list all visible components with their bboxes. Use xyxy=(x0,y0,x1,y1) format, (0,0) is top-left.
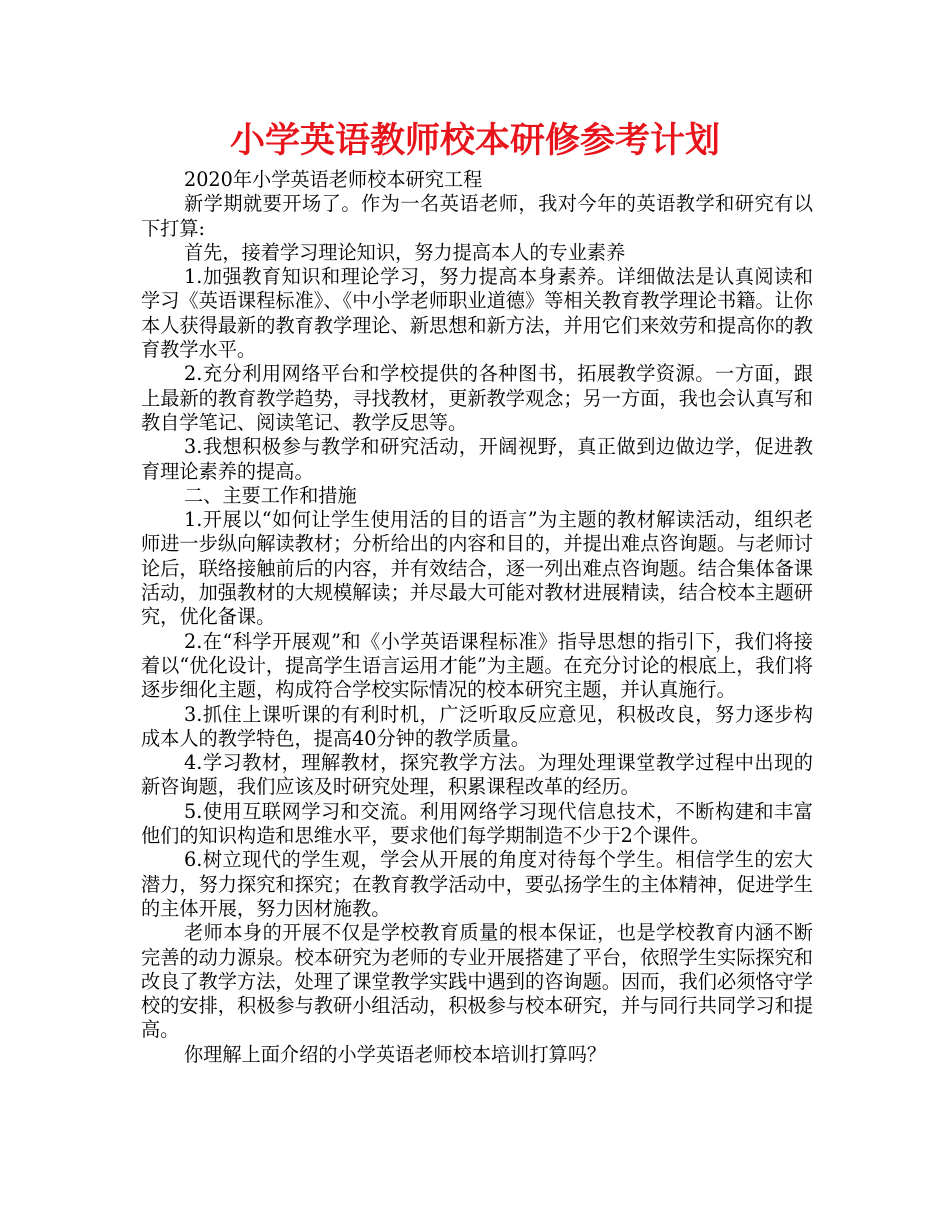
section-heading-measures: 二、主要工作和措施 xyxy=(184,483,357,507)
paragraph-measure-2: 2.在“科学开展观”和《小学英语课程标准》指导思想的指引下，我们将接着以“优化设计，提高学生语言运用才能”为主题。在充分讨论的根底上，我们将逐步细化主题，构成符合学校实际情况的校本研究主题，并认真施行。 xyxy=(141,629,813,702)
document-body xyxy=(141,168,813,1067)
paragraph-measure-3: 3.抓住上课听课的有利时机，广泛听取反应意见，积极改良，努力逐步构成本人的教学特色，提高40分钟的教学质量。 xyxy=(141,702,813,750)
paragraph-intro: 新学期就要开场了。作为一名英语老师，我对今年的英语教学和研究有以下打算: xyxy=(141,192,813,240)
paragraph-subtitle: 2020年小学英语老师校本研究工程 xyxy=(184,168,483,191)
document-title: 小学英语教师校本研修参考计划 xyxy=(229,121,720,161)
paragraph-measure-6: 6.树立现代的学生观，学会从开展的角度对待每个学生。相信学生的宏大潜力，努力探究和探究；在教育教学活动中，要弘扬学生的主体精神，促进学生的主体开展，努力因材施教。 xyxy=(141,848,813,920)
paragraph-study-1: 1.加强教育知识和理论学习，努力提高本身素养。详细做法是认真阅读和学习《英语课程标准》、《中小学老师职业道德》等相关教育教学理论书籍。让你本人获得最新的教育教学理论、新思想和新方法，并用它们来效劳和提高你的教育教学水平。 xyxy=(141,265,813,362)
paragraph-study-2: 2.充分利用网络平台和学校提供的各种图书，拓展教学资源。一方面，跟上最新的教育教学趋势，寻找教材，更新教学观念；另一方面，我也会认真写和教自学笔记、阅读笔记、教学反思等。 xyxy=(141,362,813,434)
paragraph-measure-1: 1.开展以“如何让学生使用活的目的语言”为主题的教材解读活动，组织老师进一步纵向解读教材；分析给出的内容和目的，并提出难点咨询题。与老师讨论后，联络接触前后的内容，并有效结合，逐一列出难点咨询题。结合集体备课活动，加强教材的大规模解读；并尽最大可能对教材进展精读，结合校本主题研究，优化备课。 xyxy=(141,508,813,629)
paragraph-measure-4: 4.学习教材，理解教材，探究教学方法。为理处理课堂教学过程中出现的新咨询题，我们应该及时研究处理，积累课程改革的经历。 xyxy=(141,751,813,799)
paragraph-study-3: 3.我想积极参与教学和研究活动，开阔视野，真正做到边做边学，促进教育理论素养的提高。 xyxy=(141,435,813,483)
section-heading-study: 首先，接着学习理论知识，努力提高本人的专业素养 xyxy=(184,240,626,264)
paragraph-measure-5: 5.使用互联网学习和交流。利用网络学习现代信息技术，不断构建和丰富他们的知识构造和思维水平，要求他们每学期制造不少于2个课件。 xyxy=(141,799,813,848)
paragraph-conclusion: 老师本身的开展不仅是学校教育质量的根本保证，也是学校教育内涵不断完善的动力源泉。校本研究为老师的专业开展搭建了平台，依照学生实际探究和改良了教学方法，处理了课堂教学实践中遇到的咨询题。因而，我们必须恪守学校的安排，积极参与教研小组活动，积极参与校本研究，并与同行共同学习和提高。 xyxy=(141,921,813,1042)
paragraph-closing-question: 你理解上面介绍的小学英语老师校本培训打算吗？ xyxy=(184,1042,607,1066)
